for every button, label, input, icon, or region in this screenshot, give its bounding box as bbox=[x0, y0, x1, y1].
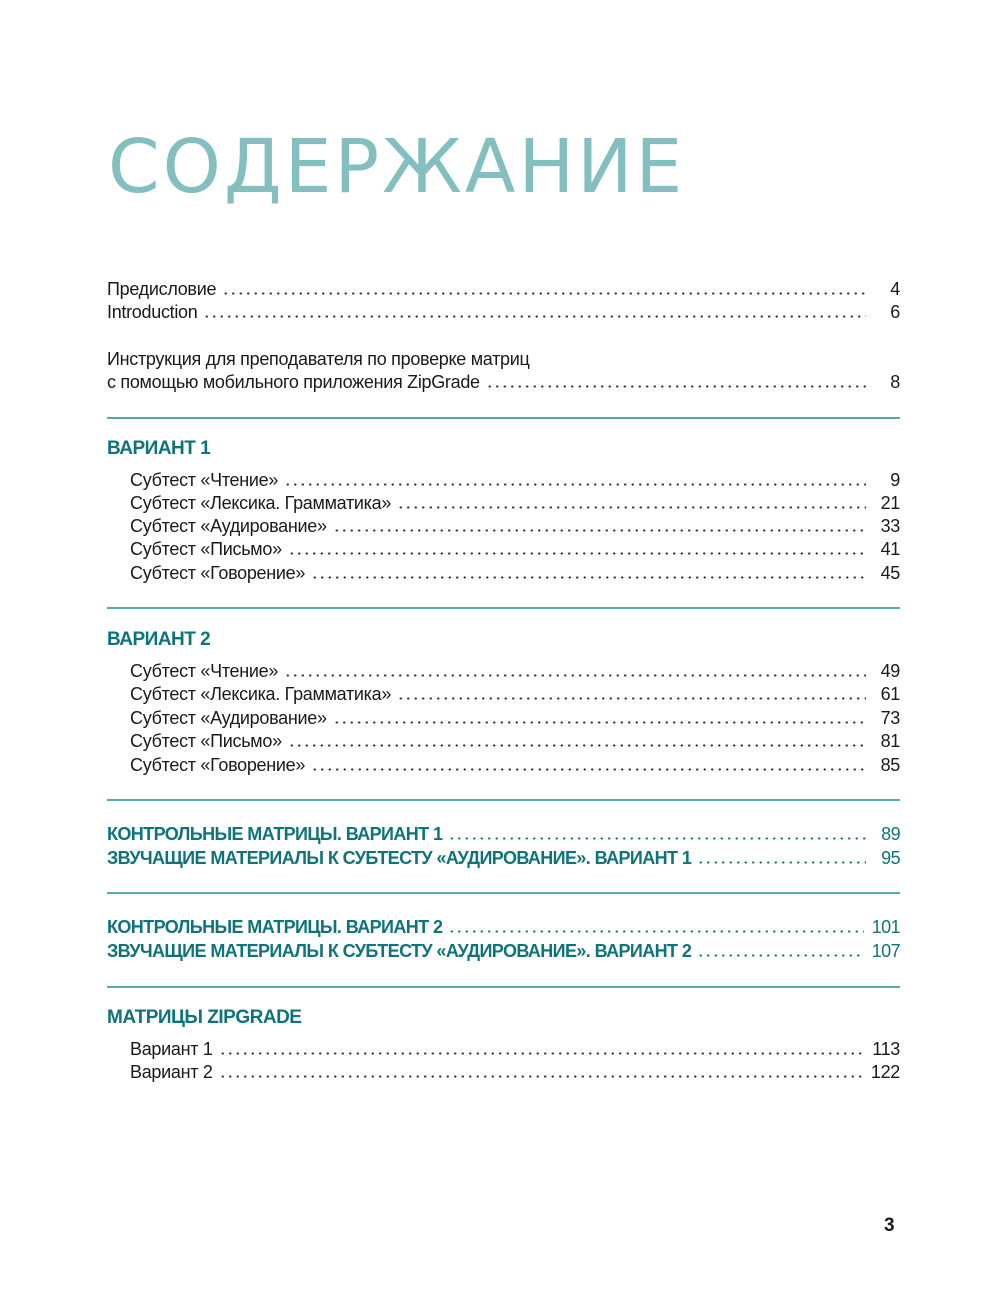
toc-entry[interactable] bbox=[107, 299, 900, 323]
toc-entry-page: 89 bbox=[881, 824, 900, 844]
dot-leader bbox=[333, 529, 866, 532]
toc-entry-label: Вариант 1 bbox=[130, 1039, 213, 1059]
section-divider bbox=[107, 892, 900, 894]
toc-entry-page: 6 bbox=[890, 302, 900, 322]
toc-entry-page: 95 bbox=[881, 848, 900, 868]
toc-entry-label: Introduction bbox=[107, 302, 198, 322]
dot-leader bbox=[219, 1052, 865, 1055]
page-title: СОДЕРЖАНИЕ bbox=[108, 124, 686, 210]
dot-leader bbox=[397, 506, 866, 509]
toc-entry-label: ЗВУЧАЩИЕ МАТЕРИАЛЫ К СУБТЕСТУ «АУДИРОВАНИЕ». ВАРИАНТ 2 bbox=[107, 941, 692, 961]
toc-entry-label: с помощью мобильного приложения ZipGrade bbox=[107, 372, 480, 392]
dot-leader bbox=[311, 768, 866, 771]
toc-entry-label: Субтест «Аудирование» bbox=[130, 516, 327, 536]
dot-leader bbox=[219, 1075, 863, 1078]
toc-entry-page: 21 bbox=[880, 493, 900, 513]
toc-entry-page: 122 bbox=[870, 1062, 900, 1082]
toc-entry[interactable] bbox=[130, 728, 900, 752]
toc-entry-page: 73 bbox=[880, 708, 900, 728]
toc-entry-label: КОНТРОЛЬНЫЕ МАТРИЦЫ. ВАРИАНТ 2 bbox=[107, 917, 443, 937]
toc-entry-label: Субтест «Говорение» bbox=[130, 563, 306, 583]
dot-leader bbox=[284, 674, 866, 677]
toc-entry[interactable] bbox=[130, 705, 900, 729]
dot-leader bbox=[397, 697, 866, 700]
toc-entry-page: 85 bbox=[880, 755, 900, 775]
toc-entry-label: ЗВУЧАЩИЕ МАТЕРИАЛЫ К СУБТЕСТУ «АУДИРОВАНИЕ». ВАРИАНТ 1 bbox=[107, 848, 692, 868]
dot-leader bbox=[222, 292, 866, 295]
section-heading: ВАРИАНТ 1 bbox=[107, 438, 211, 459]
toc-entry[interactable] bbox=[107, 369, 900, 393]
toc-entry-page: 8 bbox=[890, 372, 900, 392]
dot-leader bbox=[697, 861, 866, 864]
toc-entry-label: Субтест «Чтение» bbox=[130, 661, 279, 681]
toc-entry[interactable] bbox=[130, 467, 900, 491]
dot-leader bbox=[288, 744, 866, 747]
toc-entry[interactable] bbox=[107, 938, 900, 962]
dot-leader bbox=[333, 721, 866, 724]
toc-entry[interactable] bbox=[130, 681, 900, 705]
toc-entry-label: Субтест «Говорение» bbox=[130, 755, 306, 775]
toc-entry[interactable] bbox=[130, 752, 900, 776]
section-divider bbox=[107, 986, 900, 988]
toc-entry[interactable] bbox=[107, 845, 900, 869]
section-divider bbox=[107, 607, 900, 609]
toc-entry[interactable] bbox=[107, 346, 900, 370]
toc-entry-label: КОНТРОЛЬНЫЕ МАТРИЦЫ. ВАРИАНТ 1 bbox=[107, 824, 443, 844]
toc-entry-page: 49 bbox=[880, 661, 900, 681]
section-divider bbox=[107, 417, 900, 419]
dot-leader bbox=[203, 315, 866, 318]
toc-entry-label: Субтест «Чтение» bbox=[130, 470, 279, 490]
section-heading: МАТРИЦЫ ZIPGRADE bbox=[107, 1007, 302, 1028]
toc-entry[interactable] bbox=[130, 513, 900, 537]
dot-leader bbox=[288, 552, 866, 555]
toc-entry[interactable] bbox=[130, 658, 900, 682]
toc-entry[interactable] bbox=[107, 914, 900, 938]
section-heading: ВАРИАНТ 2 bbox=[107, 629, 211, 650]
toc-entry-page: 81 bbox=[880, 731, 900, 751]
toc-entry[interactable] bbox=[130, 560, 900, 584]
toc-entry-label: Субтест «Письмо» bbox=[130, 539, 282, 559]
dot-leader bbox=[284, 483, 866, 486]
toc-entry-page: 41 bbox=[880, 539, 900, 559]
toc-entry-label: Субтест «Лексика. Грамматика» bbox=[130, 684, 392, 704]
toc-entry-page: 113 bbox=[872, 1039, 900, 1059]
dot-leader bbox=[486, 385, 866, 388]
toc-entry-page: 9 bbox=[890, 470, 900, 490]
page-number: 3 bbox=[884, 1215, 895, 1236]
toc-entry-page: 107 bbox=[871, 941, 900, 961]
toc-entry-page: 45 bbox=[880, 563, 900, 583]
dot-leader bbox=[448, 837, 866, 840]
dot-leader bbox=[311, 576, 866, 579]
toc-entry[interactable] bbox=[130, 536, 900, 560]
section-divider bbox=[107, 799, 900, 801]
toc-entry[interactable] bbox=[130, 490, 900, 514]
toc-entry[interactable] bbox=[107, 821, 900, 845]
dot-leader bbox=[448, 930, 863, 933]
toc-entry[interactable] bbox=[130, 1036, 900, 1060]
toc-entry-page: 4 bbox=[890, 279, 900, 299]
toc-entry[interactable] bbox=[130, 1059, 900, 1083]
toc-entry-label: Субтест «Лексика. Грамматика» bbox=[130, 493, 392, 513]
dot-leader bbox=[697, 954, 864, 957]
toc-entry-page: 61 bbox=[880, 684, 900, 704]
toc-entry-page: 33 bbox=[880, 516, 900, 536]
toc-entry[interactable] bbox=[107, 276, 900, 300]
toc-entry-label: Вариант 2 bbox=[130, 1062, 213, 1082]
toc-entry-label: Субтест «Письмо» bbox=[130, 731, 282, 751]
toc-entry-label: Инструкция для преподавателя по проверке матриц bbox=[107, 349, 530, 369]
toc-entry-label: Субтест «Аудирование» bbox=[130, 708, 327, 728]
toc-entry-label: Предисловие bbox=[107, 279, 217, 299]
toc-entry-page: 101 bbox=[871, 917, 900, 937]
